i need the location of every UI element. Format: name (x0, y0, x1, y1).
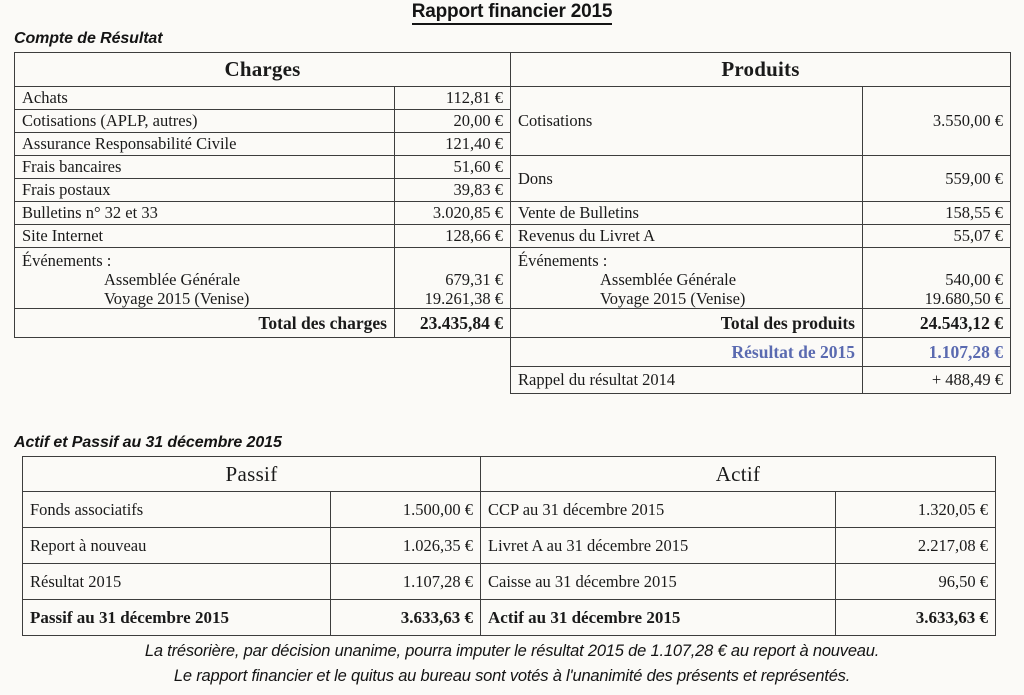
produit-amount: 3.550,00 € (863, 87, 1011, 156)
charges-total-label: Total des charges (15, 309, 395, 338)
footer-note-line-2: Le rapport financier et le quitus au bureau sont votés à l'unanimité des présents et représentés. (173, 667, 851, 685)
charges-total-amount: 23.435,84 € (395, 309, 511, 338)
charge-label: Frais bancaires (15, 156, 395, 179)
produits-total-label: Total des produits (511, 309, 863, 338)
charges-event-amount: 19.261,38 € (424, 289, 503, 308)
passif-label: Fonds associatifs (23, 492, 331, 528)
produit-label: Vente de Bulletins (511, 202, 863, 225)
charges-events-amounts (395, 248, 511, 309)
charge-amount: 3.020,85 € (395, 202, 511, 225)
table-row-result (15, 338, 1011, 367)
header-actif: Actif (481, 457, 996, 492)
table-row-previous-result (15, 367, 1011, 394)
table-row (15, 156, 1011, 179)
table-row-totals (23, 600, 996, 636)
charge-amount: 121,40 € (395, 133, 511, 156)
charge-amount: 112,81 € (395, 87, 511, 110)
passif-total-amount: 3.633,63 € (331, 600, 481, 636)
income-statement-table (14, 52, 1011, 394)
actif-label: CCP au 31 décembre 2015 (481, 492, 836, 528)
result-amount: 1.107,28 € (863, 338, 1011, 367)
produit-amount: 559,00 € (863, 156, 1011, 202)
section-title-balance-sheet: Actif et Passif au 31 décembre 2015 (14, 434, 282, 451)
charge-amount: 51,60 € (395, 156, 511, 179)
footer-note-line-1: La trésorière, par décision unanime, pourra imputer le résultat 2015 de 1.107,28 € au report à nouveau. (144, 642, 880, 660)
charges-events-header: Événements : (22, 251, 112, 270)
balance-sheet-table (22, 456, 996, 636)
table-header-row (15, 53, 1011, 87)
header-produits: Produits (511, 53, 1011, 87)
charges-event-label: Voyage 2015 (Venise) (104, 289, 250, 308)
produits-events-header: Événements : (518, 251, 608, 270)
produits-event-amount: 540,00 € (945, 270, 1004, 289)
charge-label: Achats (15, 87, 395, 110)
produits-total-amount: 24.543,12 € (863, 309, 1011, 338)
actif-amount: 2.217,08 € (836, 528, 996, 564)
charge-label: Site Internet (15, 225, 395, 248)
charge-amount: 20,00 € (395, 110, 511, 133)
produits-event-label: Voyage 2015 (Venise) (600, 289, 746, 308)
passif-label: Report à nouveau (23, 528, 331, 564)
passif-total-label: Passif au 31 décembre 2015 (23, 600, 331, 636)
spacer-cell (15, 367, 511, 394)
passif-label: Résultat 2015 (23, 564, 331, 600)
produits-events-cell (511, 248, 863, 309)
result-label: Résultat de 2015 (511, 338, 863, 367)
table-row-totals (15, 309, 1011, 338)
actif-amount: 1.320,05 € (836, 492, 996, 528)
table-header-row (23, 457, 996, 492)
produit-label: Revenus du Livret A (511, 225, 863, 248)
charge-label: Frais postaux (15, 179, 395, 202)
section-title-income-statement: Compte de Résultat (14, 30, 163, 47)
actif-label: Caisse au 31 décembre 2015 (481, 564, 836, 600)
page-title (0, 1, 1024, 23)
spacer-cell (15, 338, 511, 367)
page-title-text: Rapport financier 2015 (412, 1, 612, 25)
actif-total-amount: 3.633,63 € (836, 600, 996, 636)
produit-label: Cotisations (511, 87, 863, 156)
table-row (23, 528, 996, 564)
produits-events-amounts (863, 248, 1011, 309)
produit-amount: 158,55 € (863, 202, 1011, 225)
charge-amount: 128,66 € (395, 225, 511, 248)
table-row (15, 87, 1011, 110)
charge-amount: 39,83 € (395, 179, 511, 202)
table-row (23, 564, 996, 600)
previous-result-amount: + 488,49 € (863, 367, 1011, 394)
actif-label: Livret A au 31 décembre 2015 (481, 528, 836, 564)
header-passif: Passif (23, 457, 481, 492)
charge-label: Cotisations (APLP, autres) (15, 110, 395, 133)
passif-amount: 1.107,28 € (331, 564, 481, 600)
table-row (15, 202, 1011, 225)
produit-label: Dons (511, 156, 863, 202)
charges-event-label: Assemblée Générale (104, 270, 241, 289)
previous-result-label: Rappel du résultat 2014 (511, 367, 863, 394)
produits-event-label: Assemblée Générale (600, 270, 737, 289)
header-charges: Charges (15, 53, 511, 87)
produits-event-amount: 19.680,50 € (924, 289, 1004, 308)
actif-total-label: Actif au 31 décembre 2015 (481, 600, 836, 636)
charges-event-amount: 679,31 € (445, 270, 503, 289)
charge-label: Bulletins n° 32 et 33 (15, 202, 395, 225)
table-row (15, 225, 1011, 248)
passif-amount: 1.500,00 € (331, 492, 481, 528)
produit-amount: 55,07 € (863, 225, 1011, 248)
table-row (23, 492, 996, 528)
table-row-events (15, 248, 1011, 309)
charge-label: Assurance Responsabilité Civile (15, 133, 395, 156)
actif-amount: 96,50 € (836, 564, 996, 600)
passif-amount: 1.026,35 € (331, 528, 481, 564)
charges-events-cell (15, 248, 395, 309)
